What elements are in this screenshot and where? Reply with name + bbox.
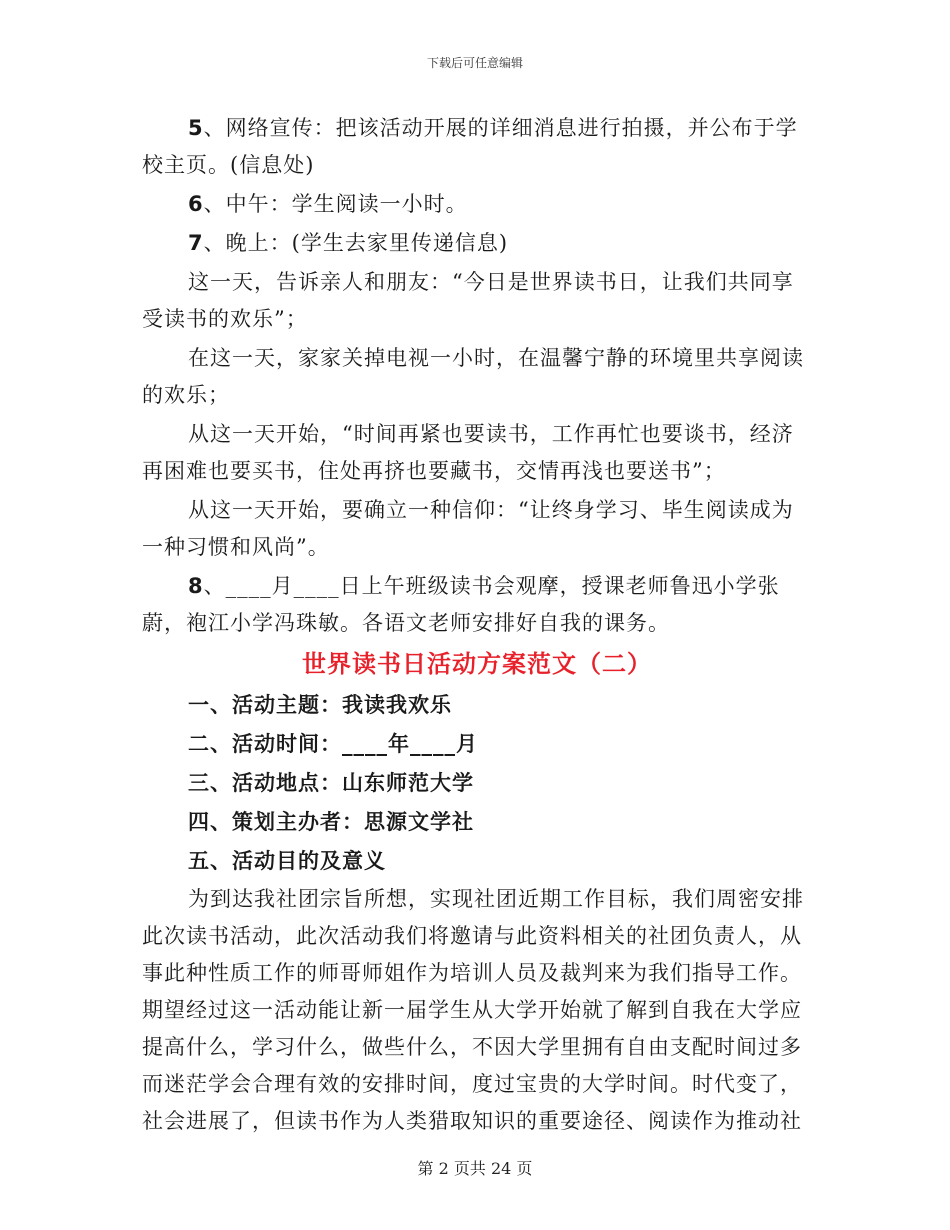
paragraph: 从这一天开始，要确立一种信仰：“让终身学习、毕生阅读成为一种习惯和风尚”。 xyxy=(142,498,794,559)
list-item xyxy=(142,568,812,642)
section-heading: 五、活动目的及意义 xyxy=(188,848,386,873)
item-text: 、____月____日上午班级读书会观摩，授课老师鲁迅小学张蔚，袍江小学冯珠敏。各语文老师安排好自我的课务。 xyxy=(142,574,780,635)
list-item xyxy=(142,225,812,262)
item-number: 6 xyxy=(188,192,204,216)
body-paragraph: 为到达我社团宗旨所想，实现社团近期工作目标，我们周密安排此次读书活动，此次活动我们将邀请与此资料相关的社团负责人，从事此种性质工作的师哥师姐作为培训人员及裁判来为我们指导工作。期望经过这一活动能让新一届学生从大学开始就了解到自我在大学应提高什么，学习什么，做些什么，不因大学里拥有自由支配时间过多而迷茫学会合理有效的安排时间，度过宝贵的大学时间。时代变了，社会进展了，但读书作为人类猎取知识的重要途径、阅读作为推动社 xyxy=(142,887,804,1133)
paragraph: 从这一天开始，“时间再紧也要读书，工作再忙也要谈书，经济再困难也要买书，住处再挤也要藏书，交情再浅也要送书”； xyxy=(142,422,794,483)
page-header: 下载后可任意编辑 xyxy=(426,56,523,70)
item-text: 、中午：学生阅读一小时。 xyxy=(203,192,468,216)
section-heading: 四、策划主办者：思源文学社 xyxy=(188,809,474,834)
list-item xyxy=(142,110,812,184)
section-title: 世界读书日活动方案范文（二） xyxy=(302,649,652,678)
paragraph: 在这一天，家家关掉电视一小时，在温馨宁静的环境里共享阅读的欢乐； xyxy=(142,346,804,407)
item-number: 5 xyxy=(188,116,204,140)
section-heading: 一、活动主题：我读我欢乐 xyxy=(188,692,452,717)
item-text: 、晚上：(学生去家里传递信息) xyxy=(203,231,509,255)
page-footer: 第 2 页共 24 页 xyxy=(417,1159,533,1178)
item-number: 7 xyxy=(188,231,204,255)
document-body xyxy=(142,110,812,1142)
item-text: 、网络宣传：把该活动开展的详细消息进行拍摄，并公布于学校主页。(信息处) xyxy=(142,116,798,177)
item-number: 8 xyxy=(188,574,204,598)
list-item xyxy=(142,186,812,223)
paragraph: 这一天，告诉亲人和朋友：“今日是世界读书日，让我们共同享受读书的欢乐”； xyxy=(142,270,794,331)
section-heading: 三、活动地点：山东师范大学 xyxy=(188,770,474,795)
section-heading: 二、活动时间：____年____月 xyxy=(188,731,478,756)
